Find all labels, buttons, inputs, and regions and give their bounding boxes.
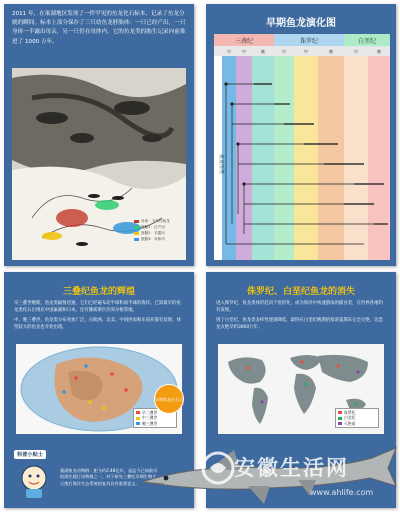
stage-label: 中 <box>242 49 246 54</box>
fossil-photo <box>12 68 186 260</box>
map-legend <box>335 408 379 429</box>
paragraph: 到了白垩纪，鱼龙类多样性逐渐降低，最终在白垩纪晚期的塞诺曼期末完全灭绝，比恐龙灭绝早约3000万年。 <box>216 318 383 330</box>
watermark-text: 安徽生活网 <box>234 456 349 480</box>
section-text <box>14 300 184 334</box>
stage-label: 早 <box>354 49 358 54</box>
legend-item: 胚胎3：母体内 <box>134 236 182 242</box>
evolution-chart-graphic <box>214 34 390 260</box>
legend-item: 母体：卡尔伤鱼龙 <box>134 218 182 224</box>
stage-label: 早 <box>227 49 231 54</box>
science-tip-tag: 科普小贴士 <box>14 450 46 459</box>
legend-item: 胚胎1：已产出 <box>134 224 182 230</box>
site-logo-icon <box>200 450 236 486</box>
legend-item: 晚三叠世 <box>136 421 174 427</box>
stage-label: 晚 <box>377 49 381 54</box>
legend-item: 灭绝前 <box>338 421 376 427</box>
period-label: 侏罗纪 <box>299 38 319 45</box>
world-map <box>218 344 384 434</box>
section-text <box>216 300 386 334</box>
mascot-icon <box>14 460 54 500</box>
paragraph: 早三叠世晚期，鱼龙类辐射迅速，它们已经遍布北半球和南半球的海洋。已知最早的鱼龙类化石出现在中国巢湖和日本，还有挪威斯匹次卑尔根等地。 <box>14 301 181 313</box>
legend-item: 侏罗纪 <box>338 410 376 416</box>
legend-item: 白垩纪 <box>338 415 376 421</box>
legend-item: 中三叠世 <box>136 415 174 421</box>
fossil-legend <box>134 218 182 242</box>
section-title: 三叠纪鱼龙的辉煌 <box>62 287 135 297</box>
clade-label: 鱼龙形类 <box>218 154 224 175</box>
stage-label: 早 <box>282 49 286 54</box>
stage-label: 晚 <box>261 49 265 54</box>
paragraph: 中、晚三叠世，鱼龙类分布更加广泛，在欧洲、北美、中国西南和东南亚都有发现，体型较大的鱼龙也开始出现。 <box>14 318 181 330</box>
science-tip-text: 巢湖鱼龙动物群：距今约2.48亿年，是迄今已知最早的海生爬行动物群之一，对于研究三叠纪早期生物大灭绝后海洋生态系统的复苏具有重要意义。 <box>60 468 158 486</box>
fossil-site-badge: 早期鱼龙化石点 <box>154 384 184 414</box>
evolution-chart <box>214 34 390 260</box>
period-label: 白垩纪 <box>357 38 377 45</box>
fossil-intro-panel <box>4 4 194 266</box>
legend-item: 早三叠世 <box>136 410 174 416</box>
chart-title: 早期鱼龙演化图 <box>266 18 336 29</box>
period-label: 三叠纪 <box>234 38 254 45</box>
watermark <box>200 448 396 508</box>
intro-text: 2011 年，在巢湖地区发现了一件罕见的鱼龙化石标本，记录了鱼龙分娩的瞬间。标本上部分保存了三只幼鱼龙胚胎体：一只已经产出，一只身体一半露出母亲，另一只仍在母体内。它的鱼龙类的胎生记录向前推进了 1000 万年。 <box>12 11 186 45</box>
stage-label: 晚 <box>329 49 333 54</box>
stage-label: 中 <box>304 49 308 54</box>
paragraph: 进入侏罗纪，鱼龙类体形趋向于鱼形化，成为海洋中快速游泳的捕食者，在世界各地均有发现。 <box>216 301 383 313</box>
science-tip <box>14 450 56 502</box>
legend-item: 胚胎2：半露出 <box>134 230 182 236</box>
watermark-url: www.ahlife.com <box>310 488 374 497</box>
section-title: 侏罗纪、白垩纪鱼龙的消失 <box>246 287 355 297</box>
evolution-chart-panel <box>206 4 396 266</box>
